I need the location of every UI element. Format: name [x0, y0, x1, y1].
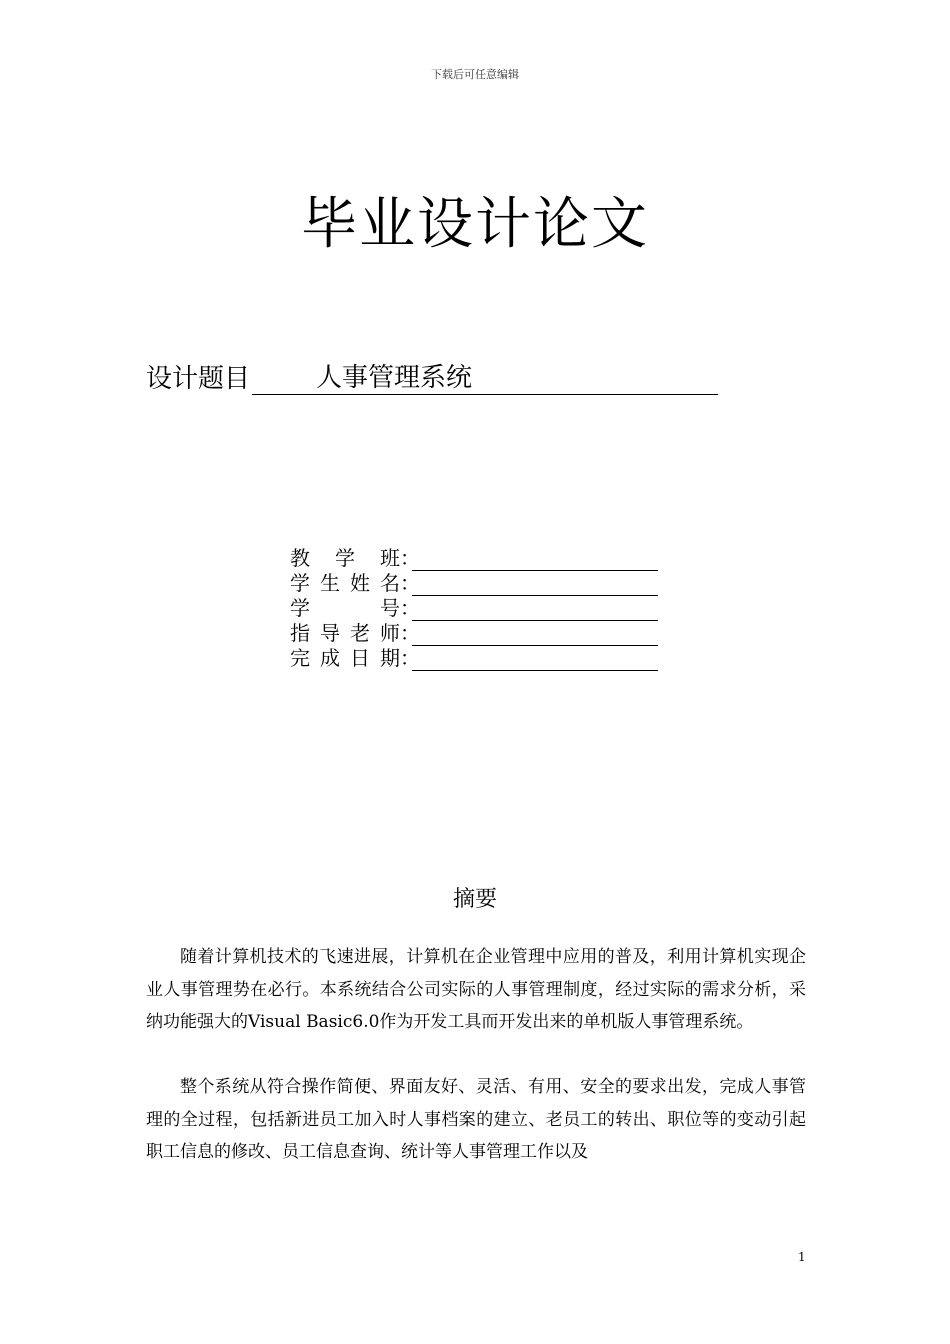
info-label: 教 学 班 [290, 546, 400, 570]
info-label: 指 导 老 师 [290, 621, 400, 645]
topic-label: 设计题目 [146, 364, 251, 394]
info-field-advisor: 指 导 老 师 ： [290, 621, 658, 646]
page-number: 1 [798, 1250, 806, 1264]
info-underline [412, 550, 658, 571]
info-underline [412, 575, 658, 596]
topic-row [146, 358, 718, 395]
abstract-paragraph-2: 整个系统从符合操作简便、界面友好、灵活、有用、安全的要求出发，完成人事管理的全过程，包括新进员工加入时人事档案的建立、老员工的转出、职位等的变动引起职工信息的修改、员工信息查询、统计等人事管理工作以及 [146, 1077, 806, 1163]
info-label: 学 号 [290, 596, 400, 620]
abstract-title: 摘要 [452, 887, 497, 912]
topic-underline [252, 364, 718, 395]
topic-value: 人事管理系统 [316, 363, 473, 393]
info-underline [412, 650, 658, 671]
info-label: 学 生 姓 名 [290, 571, 400, 595]
info-underline [412, 600, 658, 621]
header-note: 下载后可任意编辑 [431, 68, 519, 81]
info-field-class: 教 学 班 ： [290, 546, 658, 571]
main-title: 毕业设计论文 [301, 192, 649, 257]
info-label: 完 成 日 期 [290, 646, 400, 670]
info-underline [412, 625, 658, 646]
info-field-student-id: 学 号 ： [290, 596, 658, 621]
info-field-completion-date: 完 成 日 期 ： [290, 646, 658, 671]
abstract-paragraph-1: 随着计算机技术的飞速进展，计算机在企业管理中应用的普及，利用计算机实现企业人事管理势在必行。本系统结合公司实际的人事管理制度，经过实际的需求分析，采纳功能强大的Visual Basic6.0作为开发工具而开发出来的单机版人事管理系统。 [146, 947, 806, 1033]
info-field-student-name: 学 生 姓 名 ： [290, 571, 658, 596]
